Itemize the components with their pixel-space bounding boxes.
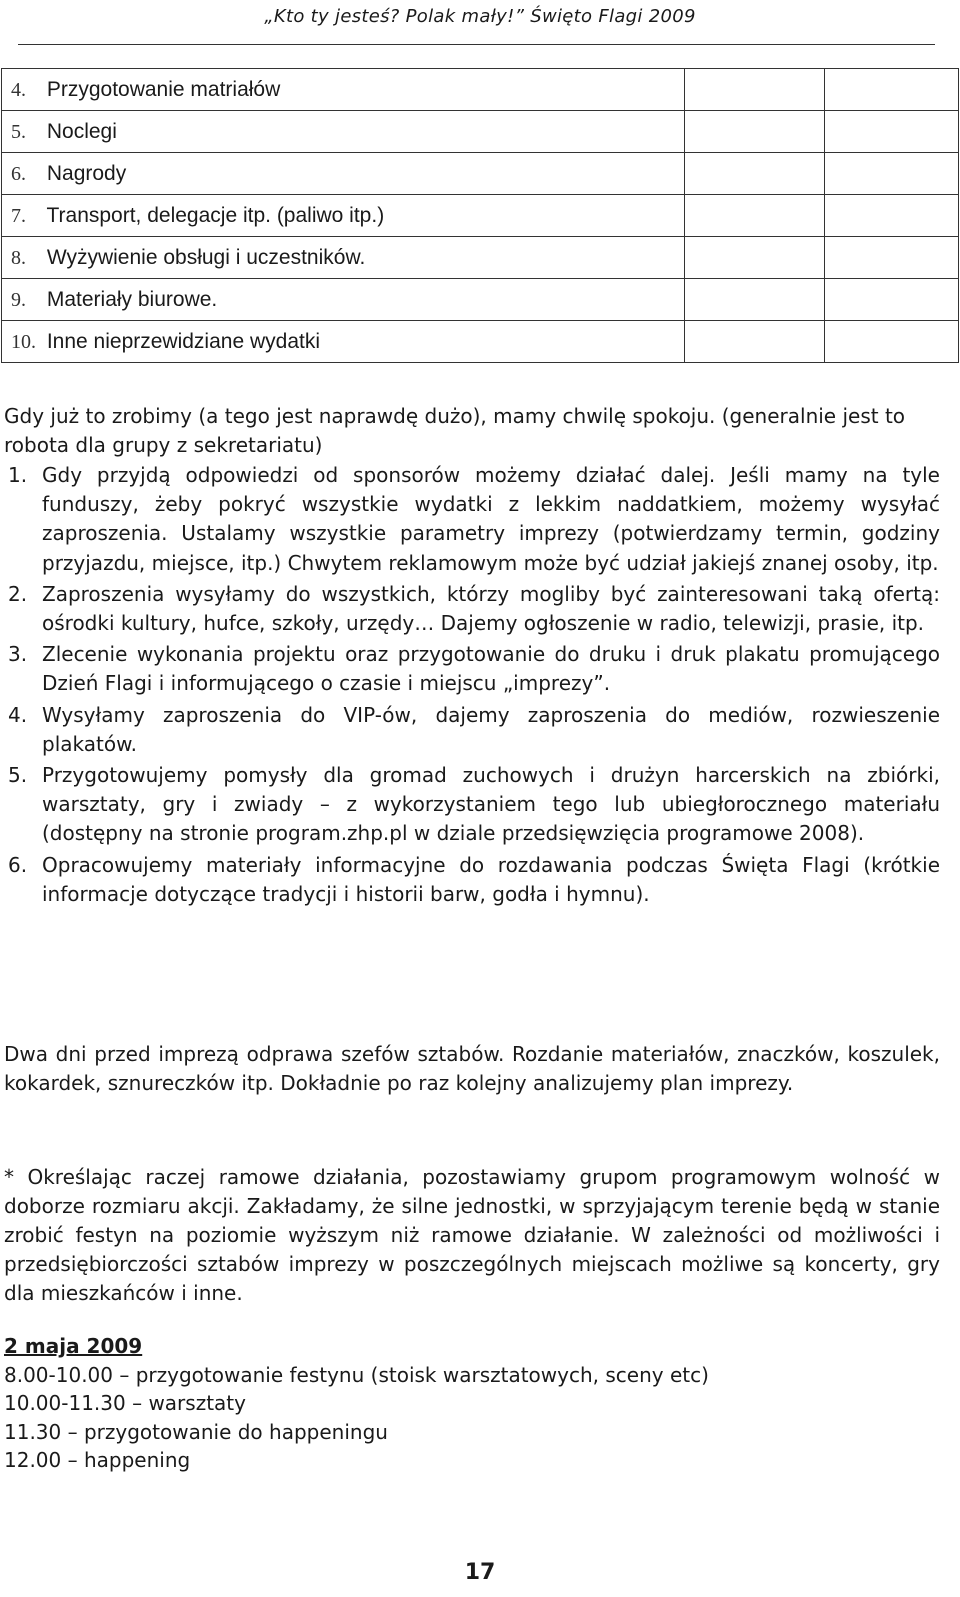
table-row bbox=[2, 237, 959, 279]
list-item bbox=[4, 640, 940, 698]
row-label: Przygotowanie matriałów bbox=[46, 77, 281, 101]
table-row bbox=[2, 153, 959, 195]
table-row bbox=[2, 279, 959, 321]
list-item bbox=[4, 701, 940, 759]
budget-table bbox=[1, 68, 959, 363]
table-cell-empty bbox=[685, 279, 825, 321]
table-cell-empty bbox=[825, 321, 959, 363]
row-number: 9. bbox=[11, 288, 26, 311]
step-number: 6. bbox=[8, 852, 28, 877]
table-cell-label bbox=[2, 195, 685, 237]
step-text: Zaproszenia wysyłamy do wszystkich, którzy mogliby być zainteresowani taką ofertą: ośrodki kultury, hufce, szkoły, urzędy… Dajemy ogłoszenie w radio, telewizji, prasie, itp. bbox=[42, 581, 940, 636]
step-text: Przygotowujemy pomysły dla gromad zuchowych i drużyn harcerskich na zbiórki, warsztaty, gry i zwiady – z wykorzystaniem tego lub ubiegłorocznego materiału (dostępny na stronie program.zhp.pl w dziale przedsięwzięcia programowe 2008). bbox=[42, 763, 940, 846]
list-item bbox=[4, 851, 940, 909]
table-cell-empty bbox=[685, 237, 825, 279]
table-cell-empty bbox=[825, 153, 959, 195]
table-cell-label bbox=[2, 279, 685, 321]
row-label: Materiały biurowe. bbox=[46, 287, 218, 311]
header-title: „Kto ty jesteś? Polak mały!” Święto Flagi 2009 bbox=[264, 6, 696, 27]
row-label: Noclegi bbox=[46, 119, 117, 143]
intro-paragraph: Gdy już to zrobimy (a tego jest naprawdę dużo), mamy chwilę spokoju. (generalnie jest to robota dla grupy z sekretariatu) bbox=[4, 404, 906, 457]
step-number: 3. bbox=[8, 642, 28, 667]
row-number: 7. bbox=[11, 204, 26, 227]
row-label: Inne nieprzewidziane wydatki bbox=[46, 329, 320, 353]
schedule-item: 10.00-11.30 – warsztaty bbox=[4, 1391, 246, 1415]
table-cell-empty bbox=[685, 321, 825, 363]
table-cell-empty bbox=[825, 69, 959, 111]
two-days-paragraph: Dwa dni przed imprezą odprawa szefów sztabów. Rozdanie materiałów, znaczków, koszulek, kokardek, sznureczków itp. Dokładnie po raz kolejny analizujemy plan imprezy. bbox=[4, 1042, 940, 1095]
table-cell-empty bbox=[685, 153, 825, 195]
table-cell-label bbox=[2, 69, 685, 111]
schedule-item: 12.00 – happening bbox=[4, 1448, 191, 1472]
list-item bbox=[4, 461, 940, 578]
table-row bbox=[2, 111, 959, 153]
steps-list bbox=[4, 461, 940, 911]
list-item bbox=[4, 580, 940, 638]
table-cell-label bbox=[2, 237, 685, 279]
row-number: 6. bbox=[11, 162, 26, 185]
footnote-paragraph: * Określając raczej ramowe działania, pozostawiamy grupom programowym wolność w doborze rozmiaru akcji. Zakładamy, że silne jednostki, w sprzyjającym terenie będą w stanie zrobić festyn na poziomie wyższym niż ramowe działanie. W zależności od możliwości i przedsiębiorczości sztabów imprezy w poszczególnych miejscach możliwe są koncerty, gry dla mieszkańców i inne. bbox=[4, 1165, 940, 1305]
table-cell-label bbox=[2, 153, 685, 195]
page-number: 17 bbox=[464, 1560, 496, 1585]
step-text: Gdy przyjdą odpowiedzi od sponsorów możemy działać dalej. Jeśli mamy na tyle funduszy, żeby pokryć wszystkie wydatki z lekkim naddatkiem, możemy wysyłać zaproszenia. Ustalamy wszystkie parametry imprezy (potwierdzamy termin, godziny przyjazdu, miejsce, itp.) Chwytem reklamowym może być udział jakiejś znanej osoby, itp. bbox=[42, 463, 940, 575]
list-item bbox=[4, 761, 940, 849]
table-cell-label bbox=[2, 111, 685, 153]
row-number: 8. bbox=[11, 246, 26, 269]
row-label: Nagrody bbox=[46, 161, 127, 185]
row-number: 5. bbox=[11, 120, 26, 143]
row-number: 10. bbox=[11, 330, 36, 353]
table-row bbox=[2, 321, 959, 363]
step-number: 4. bbox=[8, 702, 28, 727]
row-number: 4. bbox=[11, 78, 26, 101]
header-rule bbox=[18, 44, 935, 45]
table-row bbox=[2, 69, 959, 111]
table-cell-empty bbox=[685, 195, 825, 237]
step-number: 2. bbox=[8, 581, 28, 606]
row-label: Transport, delegacje itp. (paliwo itp.) bbox=[46, 203, 385, 227]
table-cell-empty bbox=[825, 111, 959, 153]
table-cell-empty bbox=[685, 111, 825, 153]
table-cell-empty bbox=[685, 69, 825, 111]
table-cell-label bbox=[2, 321, 685, 363]
table-cell-empty bbox=[825, 279, 959, 321]
schedule bbox=[4, 1332, 940, 1475]
step-number: 5. bbox=[8, 763, 28, 788]
schedule-item: 11.30 – przygotowanie do happeningu bbox=[4, 1419, 388, 1444]
table-row bbox=[2, 195, 959, 237]
schedule-date: 2 maja 2009 bbox=[4, 1334, 143, 1358]
page-header bbox=[0, 0, 960, 40]
schedule-item: 8.00-10.00 – przygotowanie festynu (stoisk warsztatowych, sceny etc) bbox=[4, 1362, 709, 1387]
step-number: 1. bbox=[8, 463, 28, 487]
table-cell-empty bbox=[825, 195, 959, 237]
step-text: Opracowujemy materiały informacyjne do rozdawania podczas Święta Flagi (krótkie informacje dotyczące tradycji i historii barw, godła i hymnu). bbox=[42, 852, 940, 906]
step-text: Zlecenie wykonania projektu oraz przygotowanie do druku i druk plakatu promującego Dzień Flagi i informującego o czasie i miejscu „imprezy”. bbox=[42, 642, 940, 696]
table-cell-empty bbox=[825, 237, 959, 279]
step-text: Wysyłamy zaproszenia do VIP-ów, dajemy zaproszenia do mediów, rozwieszenie plakatów. bbox=[42, 702, 940, 756]
row-label: Wyżywienie obsługi i uczestników. bbox=[46, 245, 366, 269]
